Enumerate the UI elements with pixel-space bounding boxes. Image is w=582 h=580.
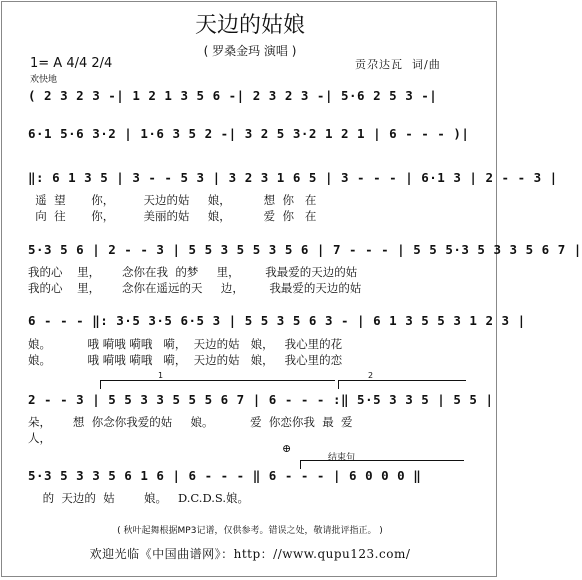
notation-line-3: ‖: 6 1 3 5 | 3 - - 5 3 | 3 2 3 1 6 5 | 3 - - - | 6·1 3 | 2 - - 3 | <box>28 170 558 185</box>
tempo-marking: 欢快地 <box>30 75 58 85</box>
lyric-line-6b: 人， <box>28 431 51 445</box>
second-ending-tick <box>338 381 339 389</box>
second-ending-bracket <box>338 371 466 381</box>
lyric-line-7: 的 天边的 姑 娘。 D.C.D.S.娘。 <box>28 491 250 505</box>
first-ending-label: 1 <box>158 371 164 380</box>
notation-line-6: 2 - - 3 | 5 5 3 3 5 5 5 6 7 | 6 - - - :‖ 5·5 3 3 5 | 5 5 | <box>28 392 494 407</box>
song-title: 天边的姑娘 <box>194 13 305 38</box>
lyric-line-3a: 遥 望 你， 天边的姑 娘， 想 你 在 <box>28 193 317 207</box>
notation-line-5: 6 - - - ‖: 3·5 3·5 6·5 3 | 5 5 3 5 6 3 - | 6 1 3 5 5 3 1 2 3 | <box>28 313 526 328</box>
lyric-line-5a: 娘。 哦 嗬哦 嗬哦 嗬， 天边的姑 娘， 我心里的花 <box>28 337 343 351</box>
end-phrase-label: 结束句 <box>328 453 356 463</box>
lyric-line-4b: 我的心 里， 念你在遥远的天 边， 我最爱的天边的姑 <box>28 281 362 295</box>
transcription-note: ( 秋叶起舞根据MP3记谱，仅供参考。错误之处，敬请批评指正。 ) <box>117 526 383 536</box>
composer-credit: 贡尕达瓦 词/曲 <box>355 58 441 71</box>
first-ending-bracket <box>100 371 335 381</box>
coda-sign-icon: ⊕ <box>282 442 292 455</box>
notation-line-2: 6·1 5·6 3·2 | 1·6 3 5 2 -| 3 2 5 3·2 1 2 1 | 6 - - - )| <box>28 126 470 141</box>
second-ending-label: 2 <box>368 371 374 380</box>
notation-line-7: 5·3 5 3 3 5 6 1 6 | 6 - - - ‖ 6 - - - | 6 0 0 0 ‖ <box>28 468 422 483</box>
first-ending-tick <box>100 381 101 389</box>
notation-line-1: ( 2 3 2 3 -| 1 2 1 3 5 6 -| 2 3 2 3 -| 5·6 2 5 3 -| <box>28 88 438 103</box>
lyric-line-4a: 我的心 里， 念你在我 的梦 里， 我最爱的天边的姑 <box>28 265 358 279</box>
notation-line-4: 5·3 5 6 | 2 - - 3 | 5 5 3 5 5 3 5 6 | 7 - - - | 5 5 5·3 5 3 3 5 6 7 | <box>28 242 582 257</box>
lyric-line-6a: 朵， 想 你念你我爱的姑 娘。 爱 你恋你我 最 爱 <box>28 415 353 429</box>
lyric-line-5b: 娘。 哦 嗬哦 嗬哦 嗬， 天边的姑 娘， 我心里的恋 <box>28 353 343 367</box>
website-credit: 欢迎光临《中国曲谱网》：http：//www.qupu123.com/ <box>89 547 411 561</box>
singer-credit: ( 罗桑金玛 演唱 ) <box>203 44 297 58</box>
key-signature: 1= A 4/4 2/4 <box>30 56 113 71</box>
end-phrase-bracket <box>300 460 464 461</box>
lyric-line-3b: 向 往 你， 美丽的姑 娘， 爱 你 在 <box>28 209 317 223</box>
